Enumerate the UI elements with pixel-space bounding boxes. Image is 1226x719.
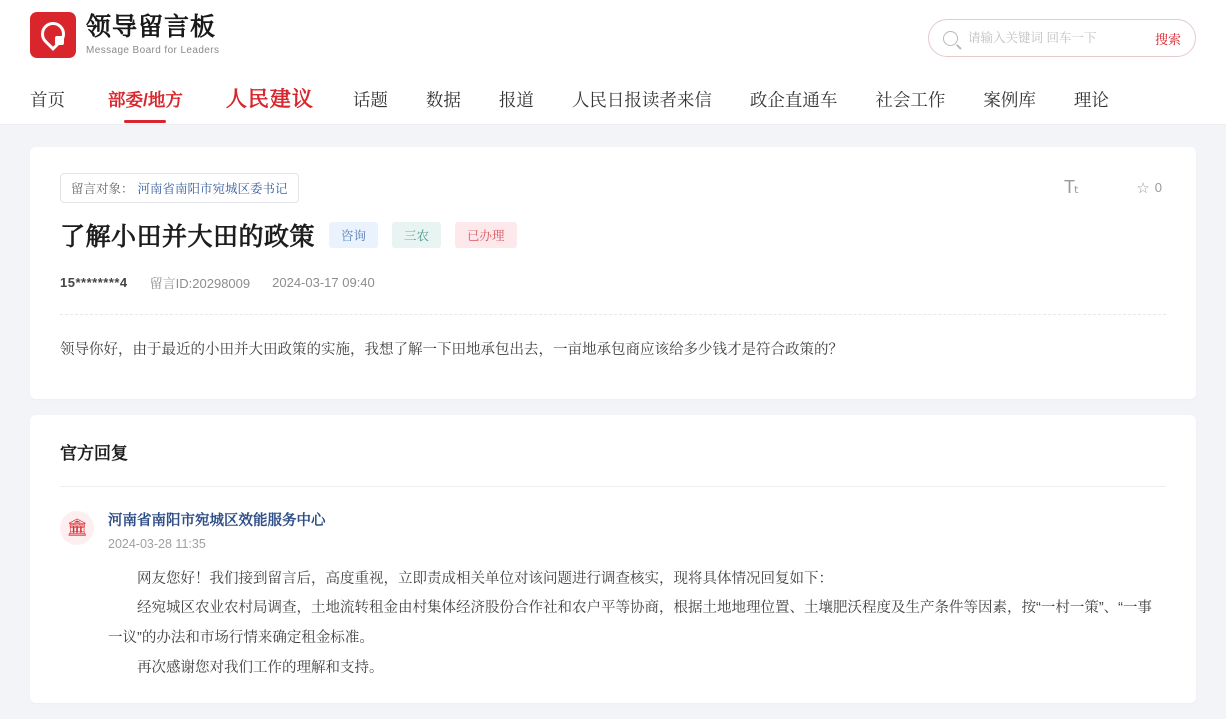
status-badge: 已办理	[455, 222, 517, 248]
message-body: 领导你好，由于最近的小田并大田政策的实施，我想了解一下田地承包出去，一亩地承包商应该给多少钱才是符合政策的？	[60, 342, 843, 358]
target-value: 河南省南阳市宛城区委书记	[137, 182, 288, 196]
reply-org-name[interactable]: 河南省南阳市宛城区效能服务中心	[108, 512, 326, 529]
page-title: 了解小田并大田的政策	[60, 223, 316, 251]
search-input[interactable]	[958, 31, 1147, 45]
brand-subtitle: Message Board for Leaders	[86, 44, 220, 56]
target-row	[60, 173, 1166, 203]
nav-item-reader-letters[interactable]: 人民日报读者来信	[571, 89, 712, 110]
font-size-button[interactable]	[1064, 177, 1078, 198]
brand[interactable]	[30, 12, 219, 58]
nav-item-reports[interactable]: 报道	[498, 89, 534, 110]
nav-item-data[interactable]: 数据	[425, 89, 461, 110]
tag-topic[interactable]: 三农	[392, 222, 441, 248]
target-label: 留言对象：	[71, 182, 134, 196]
message-id: 留言ID:20298009	[149, 276, 251, 291]
main-nav	[0, 77, 1226, 125]
official-reply-card	[30, 415, 1196, 704]
favorite-button[interactable]	[1136, 179, 1162, 197]
tag-type[interactable]: 咨询	[329, 222, 378, 248]
brand-title: 领导留言板	[86, 12, 217, 41]
institution-icon: 🏛	[60, 511, 94, 545]
reply-body	[60, 565, 1166, 684]
star-icon: ☆	[1136, 179, 1150, 197]
search-button[interactable]: 搜索	[1147, 29, 1189, 48]
nav-item-topics[interactable]: 话题	[352, 89, 388, 110]
reply-paragraph: 经宛城区农业农村局调查，土地流转租金由村集体经济股份合作社和农户平等协商，根据土地地理位置、土壤肥沃程度及生产条件等因素，按“一村一策”、“一事一议”的办法和市场行情来确定租金标准。	[108, 600, 1152, 646]
nav-item-ministries-local[interactable]: 部委/地方	[89, 77, 202, 125]
title-row	[60, 217, 1166, 253]
message-card	[30, 147, 1196, 399]
reply-time: 2024-03-28 11:35	[108, 536, 206, 551]
nav-item-gov-enterprise[interactable]: 政企直通车	[749, 89, 838, 110]
reply-paragraph: 再次感谢您对我们工作的理解和支持。	[137, 659, 384, 676]
message-tools	[1064, 177, 1162, 198]
reply-org-row	[60, 509, 1166, 551]
message-target[interactable]	[60, 173, 299, 203]
search-icon	[943, 31, 958, 46]
reply-org-info	[108, 509, 326, 551]
nav-item-theory[interactable]: 理论	[1073, 89, 1109, 110]
nav-item-social-work[interactable]: 社会工作	[875, 89, 946, 110]
nav-item-people-suggestions[interactable]: 人民建议	[225, 87, 314, 111]
speech-bubble-logo	[30, 12, 76, 58]
content-area	[0, 125, 1226, 703]
reply-heading: 官方回复	[60, 439, 1166, 487]
font-size-icon: Tₜ	[1064, 177, 1079, 197]
reply-paragraph: 网友您好！我们接到留言后，高度重视，立即责成相关单位对该问题进行调查核实，现将具体情况回复如下：	[137, 570, 833, 587]
site-header	[0, 0, 1226, 77]
message-user: 15********4	[60, 275, 128, 290]
brand-text	[86, 12, 220, 56]
message-time: 2024-03-17 09:40	[272, 275, 375, 290]
nav-item-home[interactable]: 首页	[30, 89, 65, 110]
search-box[interactable]	[928, 19, 1196, 57]
nav-item-case-library[interactable]: 案例库	[983, 89, 1036, 110]
message-meta	[60, 273, 1166, 315]
favorite-count: 0	[1154, 180, 1162, 195]
